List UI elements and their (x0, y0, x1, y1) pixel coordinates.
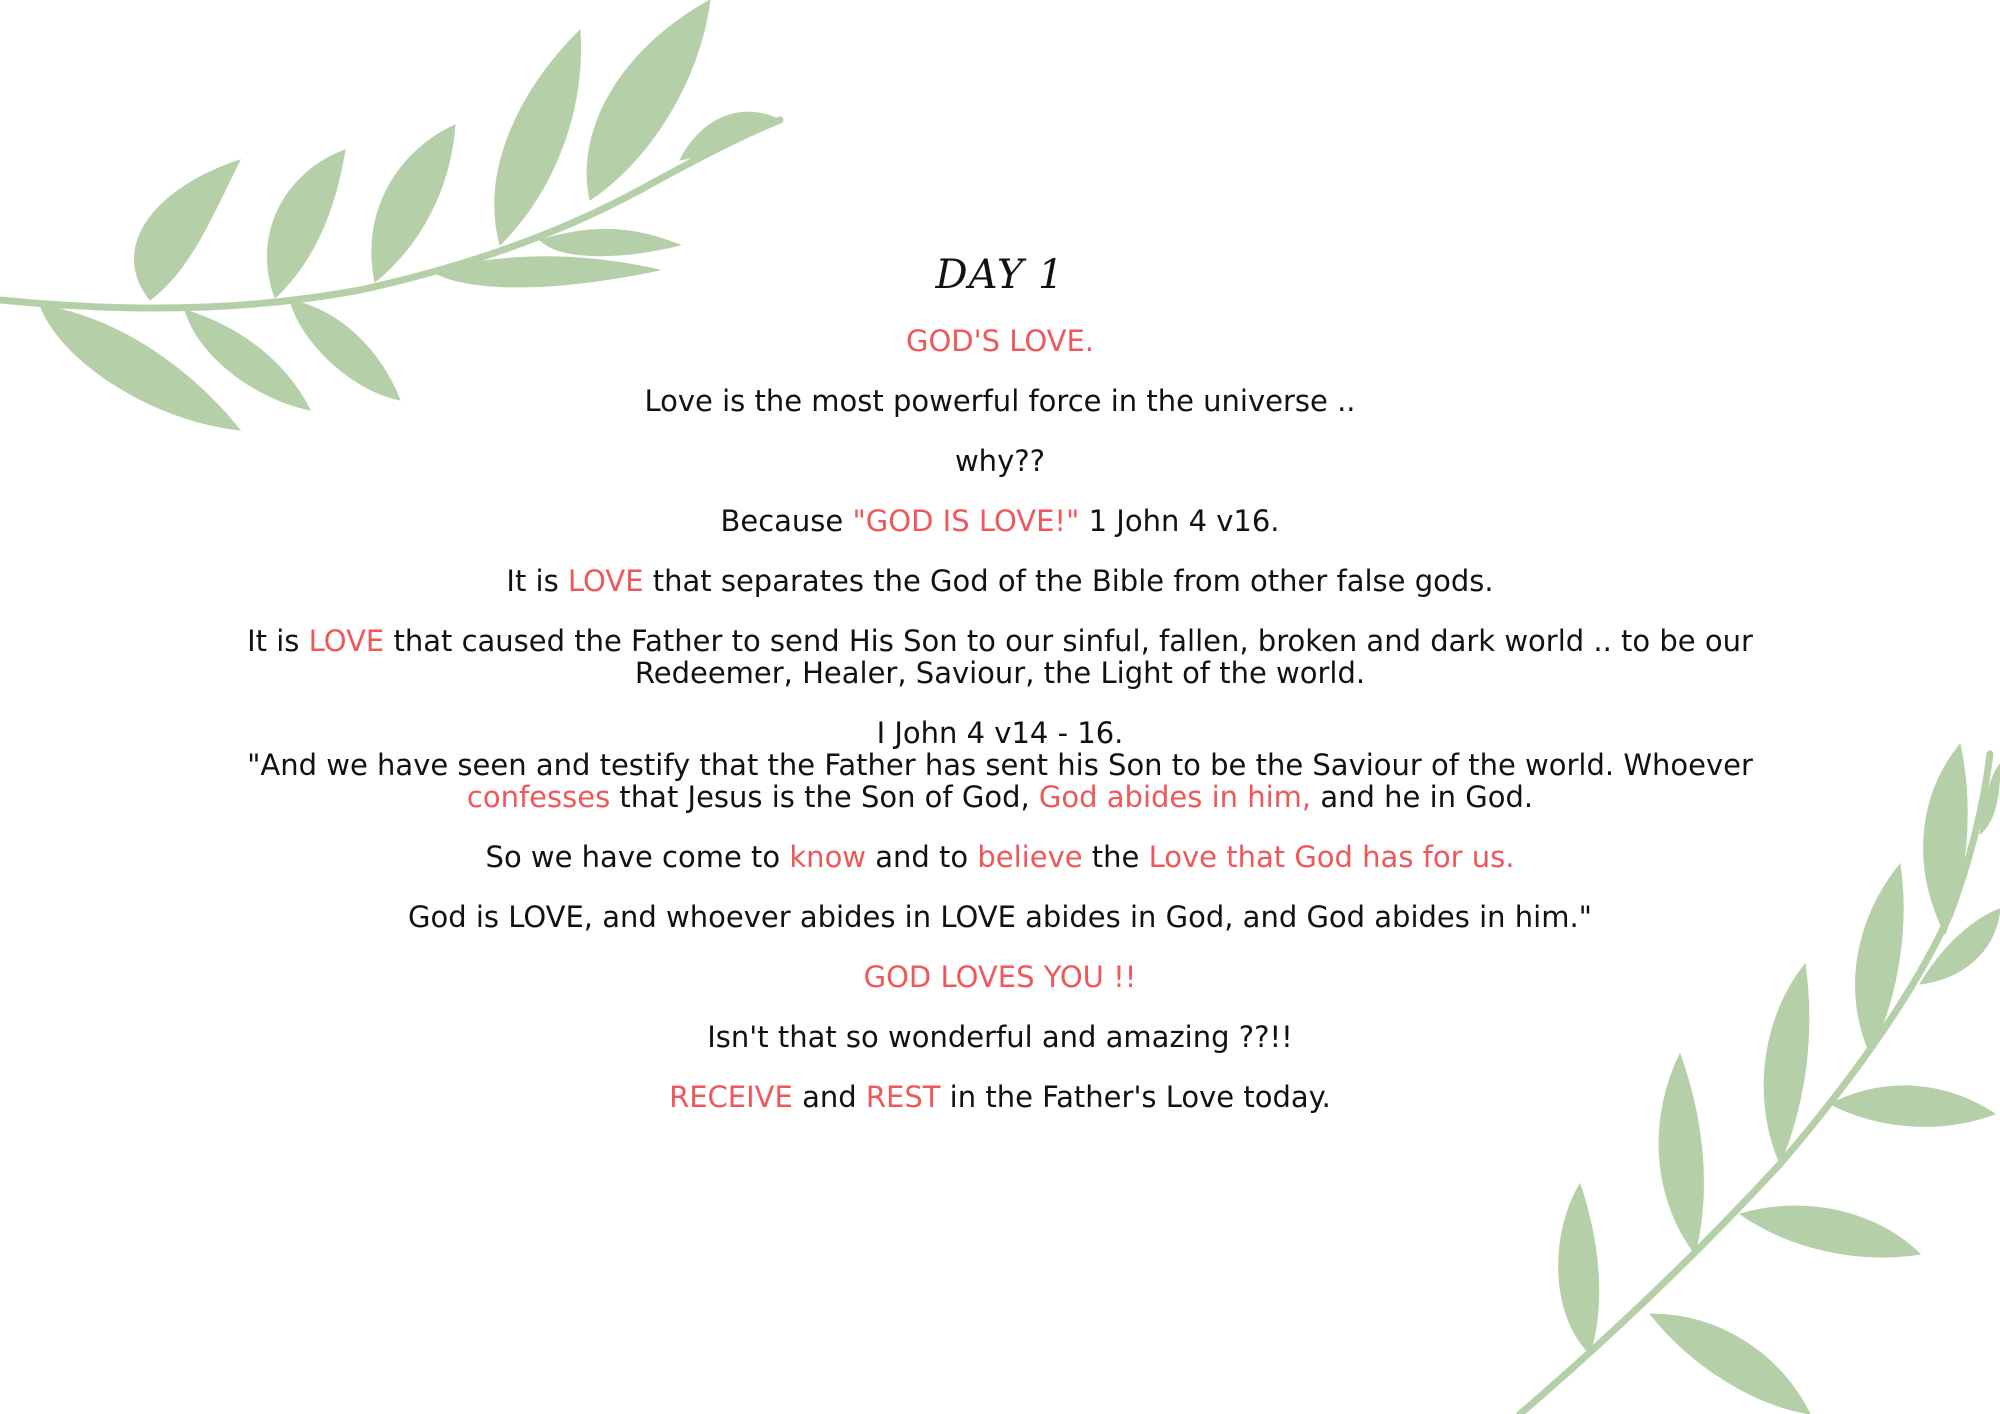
receive-rest: REST (865, 1080, 941, 1114)
quote-end: and he in God. (1320, 780, 1534, 814)
receive-word: RECEIVE (669, 1080, 793, 1114)
because-highlight: "GOD IS LOVE!" (852, 504, 1080, 538)
paragraph-because (150, 505, 1850, 537)
receive-and: and (802, 1080, 857, 1114)
paragraph-know (150, 841, 1850, 873)
quote-line2 (150, 781, 1850, 813)
page-title: DAY 1 (935, 252, 1065, 298)
paragraph-why: why?? (954, 444, 1046, 478)
separates-post: that separates the God of the Bible from other false gods. (652, 564, 1494, 598)
paragraph-caused-line1 (150, 625, 1850, 657)
paragraph-wonderful: Isn't that so wonderful and amazing ??!! (707, 1020, 1293, 1054)
paragraph-god-is-love: God is LOVE, and whoever abides in LOVE abides in God, and God abides in him." (407, 900, 1592, 934)
because-post: 1 John 4 v16. (1088, 504, 1280, 538)
paragraph-receive (150, 1081, 1850, 1113)
know-pre: So we have come to (485, 840, 781, 874)
caused-highlight: LOVE (308, 624, 385, 658)
know-word: know (789, 840, 867, 874)
quote-mid: that Jesus is the Son of God, (619, 780, 1030, 814)
paragraph-god-loves-you: GOD LOVES YOU !! (863, 960, 1137, 994)
devotional-content (150, 245, 1850, 1113)
know-believe: believe (977, 840, 1083, 874)
quote-abides: God abides in him, (1038, 780, 1312, 814)
paragraph-powerful: Love is the most powerful force in the universe .. (644, 384, 1356, 418)
know-love: Love that God has for us. (1148, 840, 1515, 874)
caused-post: that caused the Father to send His Son to our sinful, fallen, broken and dark world .. to be our (393, 624, 1753, 658)
know-and: and to (875, 840, 969, 874)
scripture-reference: I John 4 v14 - 16. (876, 716, 1124, 750)
separates-pre: It is (506, 564, 559, 598)
because-pre: Because (720, 504, 844, 538)
quote-confesses: confesses (466, 780, 611, 814)
paragraph-caused-line2: Redeemer, Healer, Saviour, the Light of the world. (634, 656, 1366, 690)
paragraph-separates (150, 565, 1850, 597)
section-heading: GOD'S LOVE. (905, 324, 1095, 358)
know-the: the (1091, 840, 1140, 874)
caused-pre: It is (247, 624, 300, 658)
receive-post: in the Father's Love today. (949, 1080, 1331, 1114)
quote-line1: "And we have seen and testify that the Father has sent his Son to be the Saviour of the world. Whoever (247, 748, 1753, 782)
separates-highlight: LOVE (567, 564, 644, 598)
